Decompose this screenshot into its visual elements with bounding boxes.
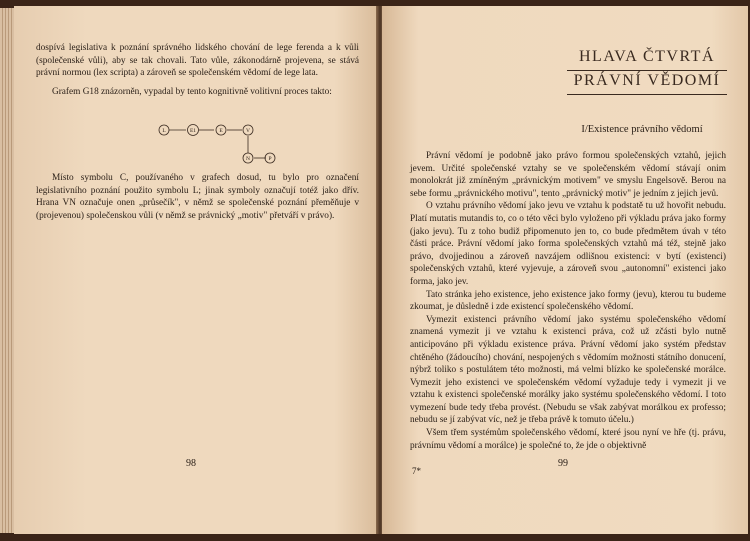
chapter-number: HLAVA ČTVRTÁ xyxy=(578,48,716,65)
left-paragraph-2: Grafem G18 znázorněn, vypadal by tento kognitivně volitivní proces takto: xyxy=(52,86,332,97)
left-page-number: 98 xyxy=(186,458,196,469)
diagram-node-v: V xyxy=(246,128,250,134)
chapter-rule-2 xyxy=(567,94,727,95)
left-paragraph-3: Místo symbolu C, používaného v grafech dosud, tu bylo pro označení legislativního poznání použito symbolu L; jinak symboly označují totéž jako dřív. Hrana VN označuje onen „průsečík", v němž se společenské poznání přeměňuje v (projevenou) společenskou vůli (v němž se právnický „motiv" přetváří v právo). xyxy=(36,173,359,221)
right-paragraph-3: Tato stránka jeho existence, jeho existence jako formy (jevu), kterou tu budeme zkoumat, je důsledně i zde existencí společenského vědomí. xyxy=(410,289,726,313)
diagram-node-e1: E1 xyxy=(189,128,197,134)
diagram-node-e: E xyxy=(219,128,223,134)
right-paragraph-4: Vymezit existenci právního vědomí jako systému společenského vědomí znamená vymezit ji ve vztahu k existenci práva, což už zčásti bylo nutně anticipováno při výkladu existence práva. Právní vědomí jako systém představ chtěného (žádoucího) chování, nespojených s vědomím možnosti státního donucení, nýbrž toliko s postulátem této možnosti, má velmi blízko ke společenské morálce. Vymezit jeho existenci ve společenském vědomí vyžaduje tedy i vymezit ji ve vztahu k existenci společenské morálky jako systému společenského vědomí. I toto vymezení bude tedy třeba provést. (Nebudu se však zabývat morálkou ex professo; nebudu se jí zabývat víc, než je třeba právě k tomuto účelu.) xyxy=(410,314,726,426)
right-paragraph-1: Právní vědomí je podobně jako právo formou společenských vztahů, jejich jevem. Určité společenské vztahy se ve společenském vědomí stávají onim monolokrát již zmíněným „právnickým motivem" ve smyslu Engelsově. Berou na sebe formu „právnického motivu", tento „právnický motiv" je jedním z jejich jevů. xyxy=(410,151,726,199)
chapter-rule-1 xyxy=(567,70,727,71)
left-page xyxy=(14,6,378,534)
right-paragraph-2: O vztahu právního vědomí jako jevu ve vztahu k podstatě tu už hovořit nebudu. Platí mutatis mutandis to, co o této věci bylo vyloženo při výkladu práva jako formy (jako jevu). Tu z toho budiž připomenuto jen to, co bude předmětem úvah v této části práce. Právní vědomí jako forma společenských vztahů má též, stejně jako právo, dvojjedinou a zároveň navzájem odlišnou existenci: v bytí (existenci) společenských vztahů, které vyjevuje, a zároveň svou „autonomní" existenci jako forma, jako jev. xyxy=(410,201,726,287)
left-paragraph-1: dospívá legislativa k poznání správného lidského chování de lege ferenda a k vůli (společenské vůli), aby se tak chovali. Tato vůle, zákonodárně projevena, se stává právní normou (lex scripta) a zároveň se společenském vědomí de lege lata. xyxy=(36,43,359,79)
chapter-title: PRÁVNÍ VĚDOMÍ xyxy=(573,72,721,89)
right-paragraph-5: Všem třem systémům společenského vědomí, které jsou nyní ve hře (tj. právu, právnímu vědomí a morálce) je společné to, že jde o objektivně xyxy=(410,428,726,451)
diagram-node-n: N xyxy=(246,156,250,162)
right-page-number: 99 xyxy=(558,458,568,469)
left-body xyxy=(36,42,359,98)
right-page xyxy=(382,6,748,534)
diagram-node-l: L xyxy=(162,128,166,134)
diagram-node-p: P xyxy=(268,156,272,162)
signature-mark: 7* xyxy=(412,466,421,476)
section-heading: I/Existence právního vědomí xyxy=(581,124,703,135)
right-body xyxy=(410,150,726,452)
graph-diagram xyxy=(156,120,276,168)
